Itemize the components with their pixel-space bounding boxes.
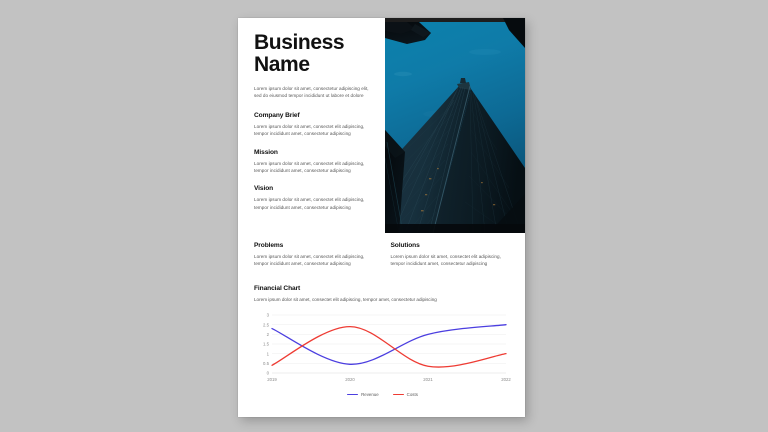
hero-text-column — [238, 18, 385, 233]
section-body-mission: Lorem ipsum dolor sit amet, consectet elit adipiscing, tempor incididunt amet, consectetur adipiscing — [254, 160, 365, 174]
chart-y-tick-1: 1 — [266, 351, 269, 357]
column-problems — [254, 242, 375, 279]
legend-label-revenue: Revenue — [361, 391, 379, 397]
chart-y-tick-3: 3 — [266, 312, 269, 318]
section-body-financial-chart: Lorem ipsum dolor sit amet, consectet elit adipiscing, tempor amet, consectetur adipiscing — [254, 296, 437, 302]
legend-item-revenue — [347, 392, 379, 397]
chart-y-tick-1.5: 1.5 — [263, 341, 269, 347]
section-body-vision: Lorem ipsum dolor sit amet, consectet elit adipiscing, tempor incididunt amet, consectetur adipiscing — [254, 197, 365, 210]
chart-y-tick-0: 0 — [266, 370, 269, 376]
chart-legend — [254, 392, 511, 397]
chart-y-tick-2: 2 — [266, 331, 269, 337]
problems-solutions-band — [238, 233, 525, 279]
intro-paragraph: Lorem ipsum dolor sit amet, consectetur adipiscing elit, sed do eiusmod tempor incididunt ut labore et dolore — [254, 86, 369, 99]
chart-y-tick-0.5: 0.5 — [263, 360, 269, 366]
section-body-company-brief: Lorem ipsum dolor sit amet, consectet elit adipiscing, tempor incididunt amet, consectetur adipiscing — [254, 123, 365, 137]
skyscraper-photo-graphic — [385, 18, 525, 233]
legend-swatch-costs — [393, 394, 404, 396]
column-solutions — [391, 242, 512, 279]
skyscraper-photo — [385, 18, 525, 233]
section-body-problems: Lorem ipsum dolor sit amet, consectet elit adipiscing, tempor incididunt amet, consectetur adipiscing — [254, 254, 365, 267]
chart-x-tick-2022: 2022 — [501, 376, 511, 382]
page-title — [254, 32, 373, 76]
chart-x-tick-2019: 2019 — [267, 376, 277, 382]
chart-y-tick-2.5: 2.5 — [263, 322, 269, 328]
line-chart-graphic — [254, 307, 511, 391]
legend-swatch-revenue — [347, 394, 358, 396]
legend-label-costs: Costs — [406, 391, 418, 397]
section-heading-solutions: Solutions — [390, 242, 420, 249]
document-page — [238, 18, 525, 417]
section-body-solutions: Lorem ipsum dolor sit amet, consectet elit adipiscing, tempor incididunt amet, consectetur adipiscing — [390, 254, 501, 267]
hero-section — [238, 18, 525, 233]
line-chart — [254, 307, 511, 391]
page-title-line-2: Name — [254, 53, 310, 76]
legend-item-costs — [393, 392, 418, 397]
section-heading-problems: Problems — [254, 242, 284, 249]
chart-x-tick-2021: 2021 — [423, 376, 433, 382]
chart-x-tick-2020: 2020 — [345, 376, 355, 382]
page-title-line-1: Business — [254, 31, 345, 54]
section-heading-company-brief: Company Brief — [254, 111, 300, 119]
section-heading-financial-chart: Financial Chart — [254, 284, 301, 292]
financial-chart-section — [238, 279, 525, 397]
section-heading-mission: Mission — [254, 148, 278, 156]
section-heading-vision: Vision — [254, 185, 274, 193]
